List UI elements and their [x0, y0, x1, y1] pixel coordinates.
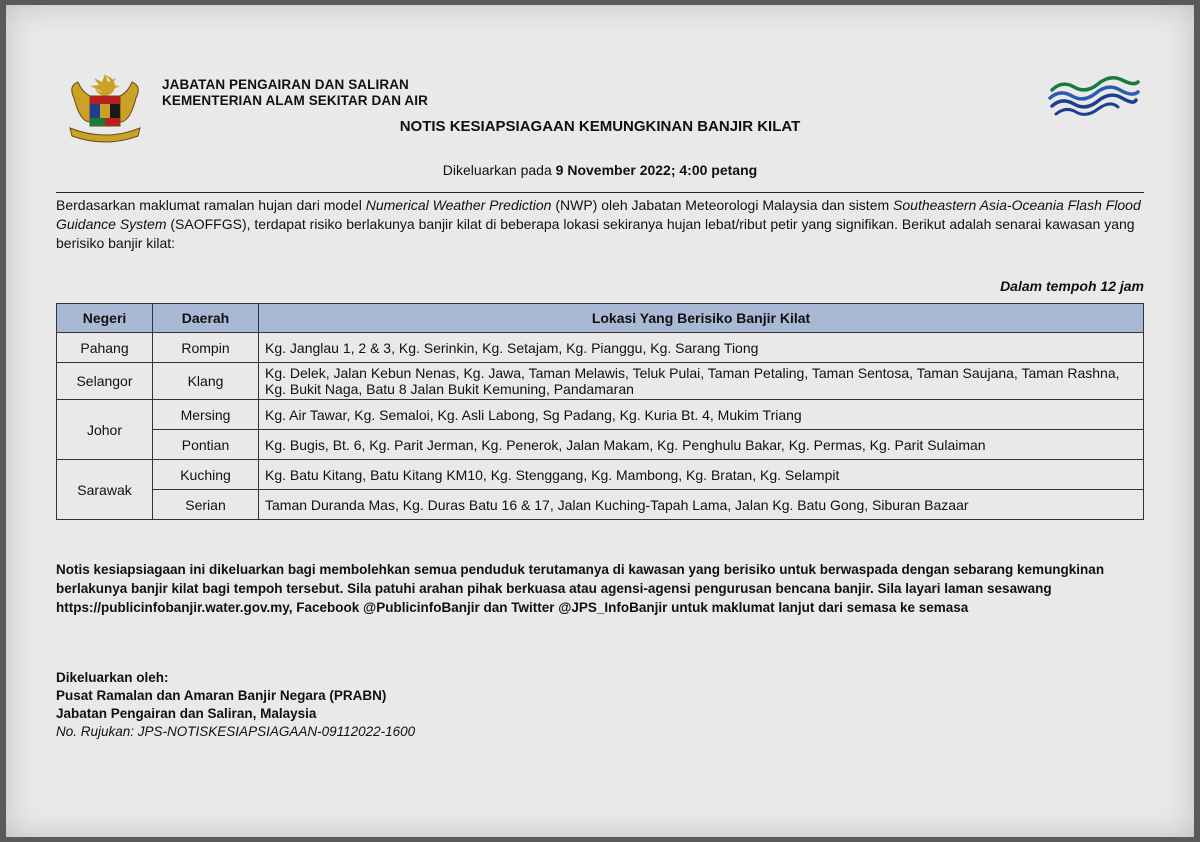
department-name: JABATAN PENGAIRAN DAN SALIRAN: [162, 77, 409, 92]
district-cell: Kuching: [153, 460, 259, 490]
district-cell: Rompin: [153, 333, 259, 363]
location-cell: Kg. Air Tawar, Kg. Semaloi, Kg. Asli Labong, Sg Padang, Kg. Kuria Bt. 4, Mukim Triang: [259, 400, 1144, 430]
intro-text-1: Berdasarkan maklumat ramalan hujan dari model: [56, 197, 366, 213]
issuer-department: Jabatan Pengairan dan Saliran, Malaysia: [56, 706, 317, 721]
table-row: [57, 400, 1144, 430]
ministry-name: KEMENTERIAN ALAM SEKITAR DAN AIR: [162, 93, 428, 108]
table-row: [57, 490, 1144, 520]
state-cell: Johor: [57, 400, 153, 460]
district-cell: Pontian: [153, 430, 259, 460]
state-cell: Selangor: [57, 363, 153, 400]
issued-by-label: Dikeluarkan oleh:: [56, 670, 169, 685]
jps-wave-logo-icon: [1048, 72, 1140, 120]
header-negeri: Negeri: [57, 304, 153, 333]
intro-text-3: (SAOFFGS), terdapat risiko berlakunya banjir kilat di beberapa lokasi sekiranya hujan lebat/ribut petir yang signifikan. Berikut adalah senarai kawasan yang berisiko banjir kilat:: [56, 216, 1135, 251]
location-cell: Kg. Batu Kitang, Batu Kitang KM10, Kg. Stenggang, Kg. Mambong, Kg. Bratan, Kg. Selampit: [259, 460, 1144, 490]
issuer-block: [56, 669, 415, 741]
state-cell: Sarawak: [57, 460, 153, 520]
intro-saoffgs: Southeastern Asia-Oceania Flash Flood Guidance System: [56, 197, 1141, 232]
table-row: [57, 333, 1144, 363]
issuer-center: Pusat Ramalan dan Amaran Banjir Negara (PRABN): [56, 688, 387, 703]
issued-prefix: Dikeluarkan pada: [442, 162, 556, 178]
notice-paragraph: Notis kesiapsiagaan ini dikeluarkan bagi membolehkan semua penduduk terutamanya di kawasan yang berisiko untuk berwaspada dengan sebarang kemungkinan berlakunya banjir kilat bagi tempoh tersebut. Sila patuhi arahan pihak berkuasa atau agensi-agensi pengurusan bencana banjir. Sila layari laman sesawang https://publicinfobanjir.water.gov.my, Facebook @PublicinfoBanjir dan Twitter @JPS_InfoBanjir untuk maklumat lanjut dari semasa ke semasa: [56, 562, 1105, 615]
header-daerah: Daerah: [153, 304, 259, 333]
location-cell: Kg. Delek, Jalan Kebun Nenas, Kg. Jawa, Taman Melawis, Teluk Pulai, Taman Petaling, Taman Sentosa, Taman Saujana, Taman Rashna, Kg. Bukit Naga, Batu 8 Jalan Bukit Kemuning, Pandamaran: [259, 363, 1144, 400]
header-divider: [56, 192, 1144, 193]
location-cell: Kg. Janglau 1, 2 & 3, Kg. Serinkin, Kg. Setajam, Kg. Pianggu, Kg. Sarang Tiong: [259, 333, 1144, 363]
state-cell: Pahang: [57, 333, 153, 363]
issued-date: [0, 162, 1200, 178]
header-lokasi: Lokasi Yang Berisiko Banjir Kilat: [259, 304, 1144, 333]
flood-risk-table: [56, 303, 1144, 520]
table-row: [57, 430, 1144, 460]
table-row: [57, 363, 1144, 400]
intro-paragraph: [56, 196, 1146, 253]
intro-nwp: Numerical Weather Prediction: [365, 197, 552, 213]
location-cell: Kg. Bugis, Bt. 6, Kg. Parit Jerman, Kg. Penerok, Jalan Makam, Kg. Penghulu Bakar, Kg. Permas, Kg. Parit Sulaiman: [259, 430, 1144, 460]
organization-header: [162, 77, 428, 109]
location-cell: Taman Duranda Mas, Kg. Duras Batu 16 & 17, Jalan Kuching-Tapah Lama, Jalan Kg. Batu Gong, Siburan Bazaar: [259, 490, 1144, 520]
intro-text-2: (NWP) oleh Jabatan Meteorologi Malaysia dan sistem: [551, 197, 894, 213]
issued-datetime: 9 November 2022; 4:00 petang: [555, 162, 758, 178]
district-cell: Serian: [153, 490, 259, 520]
table-row: [57, 460, 1144, 490]
district-cell: Mersing: [153, 400, 259, 430]
district-cell: Klang: [153, 363, 259, 400]
document-title: NOTIS KESIAPSIAGAAN KEMUNGKINAN BANJIR KILAT: [399, 118, 801, 135]
period-label: Dalam tempoh 12 jam: [1000, 278, 1144, 294]
reference-number: No. Rujukan: JPS-NOTISKESIAPSIAGAAN-09112022-1600: [56, 724, 416, 739]
table-header-row: [57, 304, 1144, 333]
